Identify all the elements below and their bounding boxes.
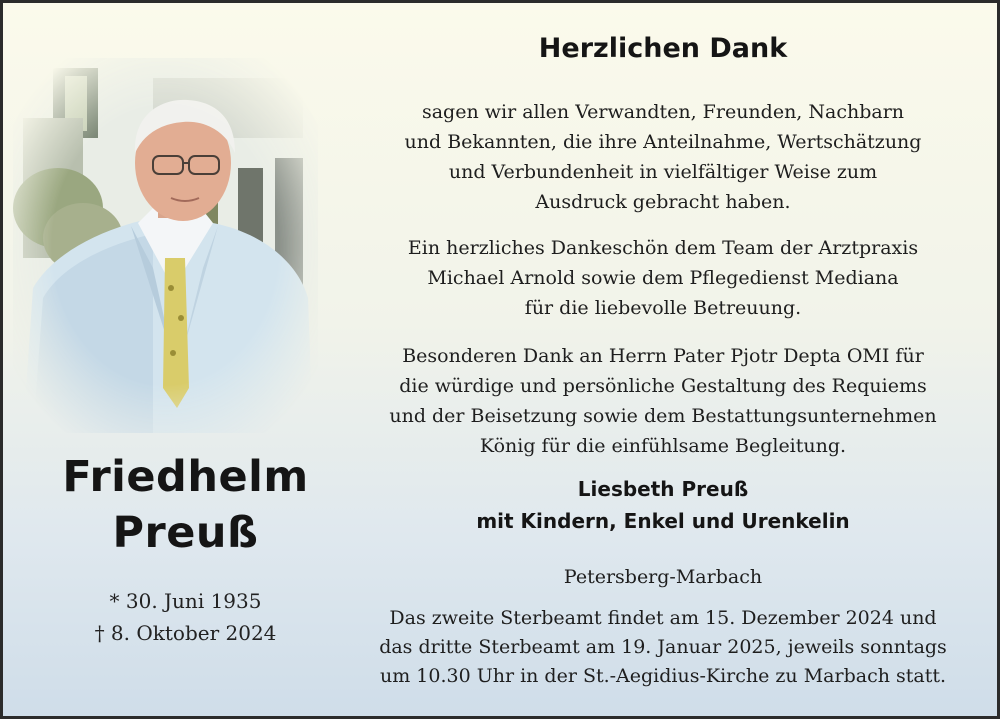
death-date: † 8. Oktober 2024 bbox=[94, 621, 277, 645]
text-line: Ein herzliches Dankeschön dem Team der Arztpraxis bbox=[407, 237, 919, 259]
service-notice bbox=[333, 604, 993, 691]
text-line: das dritte Sterbeamt am 19. Januar 2025, jeweils sonntags bbox=[379, 636, 947, 658]
deceased-last-name: Preuß bbox=[112, 508, 259, 558]
place: Petersberg-Marbach bbox=[563, 566, 763, 588]
text-line: für die liebevolle Betreuung. bbox=[524, 297, 802, 319]
text-line: sagen wir allen Verwandten, Freunden, Nachbarn bbox=[421, 101, 905, 123]
text-line: um 10.30 Uhr in der St.-Aegidius-Kirche zu Marbach statt. bbox=[379, 665, 947, 687]
text-line: und der Beisetzung sowie dem Bestattungsunternehmen bbox=[389, 405, 937, 427]
thanks-paragraph-2 bbox=[333, 233, 993, 323]
text-line: und Bekannten, die ihre Anteilnahme, Wertschätzung bbox=[404, 131, 922, 153]
signature-line: mit Kindern, Enkel und Urenkelin bbox=[476, 509, 850, 533]
text-line: die würdige und persönliche Gestaltung des Requiems bbox=[399, 375, 927, 397]
text-line: und Verbundenheit in vielfältiger Weise zum bbox=[448, 161, 878, 183]
thanks-paragraph-3 bbox=[333, 341, 993, 461]
thanks-paragraph-1 bbox=[333, 97, 993, 217]
text-line: Ausdruck gebracht haben. bbox=[535, 191, 791, 213]
deceased-first-name: Friedhelm bbox=[62, 452, 309, 502]
portrait-photo bbox=[13, 58, 318, 433]
birth-date: * 30. Juni 1935 bbox=[109, 589, 262, 613]
signature-line: Liesbeth Preuß bbox=[577, 477, 749, 501]
signature bbox=[333, 473, 993, 537]
heading: Herzlichen Dank bbox=[538, 33, 788, 64]
text-line: König für die einfühlsame Begleitung. bbox=[479, 435, 847, 457]
text-line: Besonderen Dank an Herrn Pater Pjotr Depta OMI für bbox=[402, 345, 924, 367]
text-line: Das zweite Sterbeamt findet am 15. Dezember 2024 und bbox=[389, 607, 937, 629]
text-line: Michael Arnold sowie dem Pflegedienst Mediana bbox=[427, 267, 899, 289]
